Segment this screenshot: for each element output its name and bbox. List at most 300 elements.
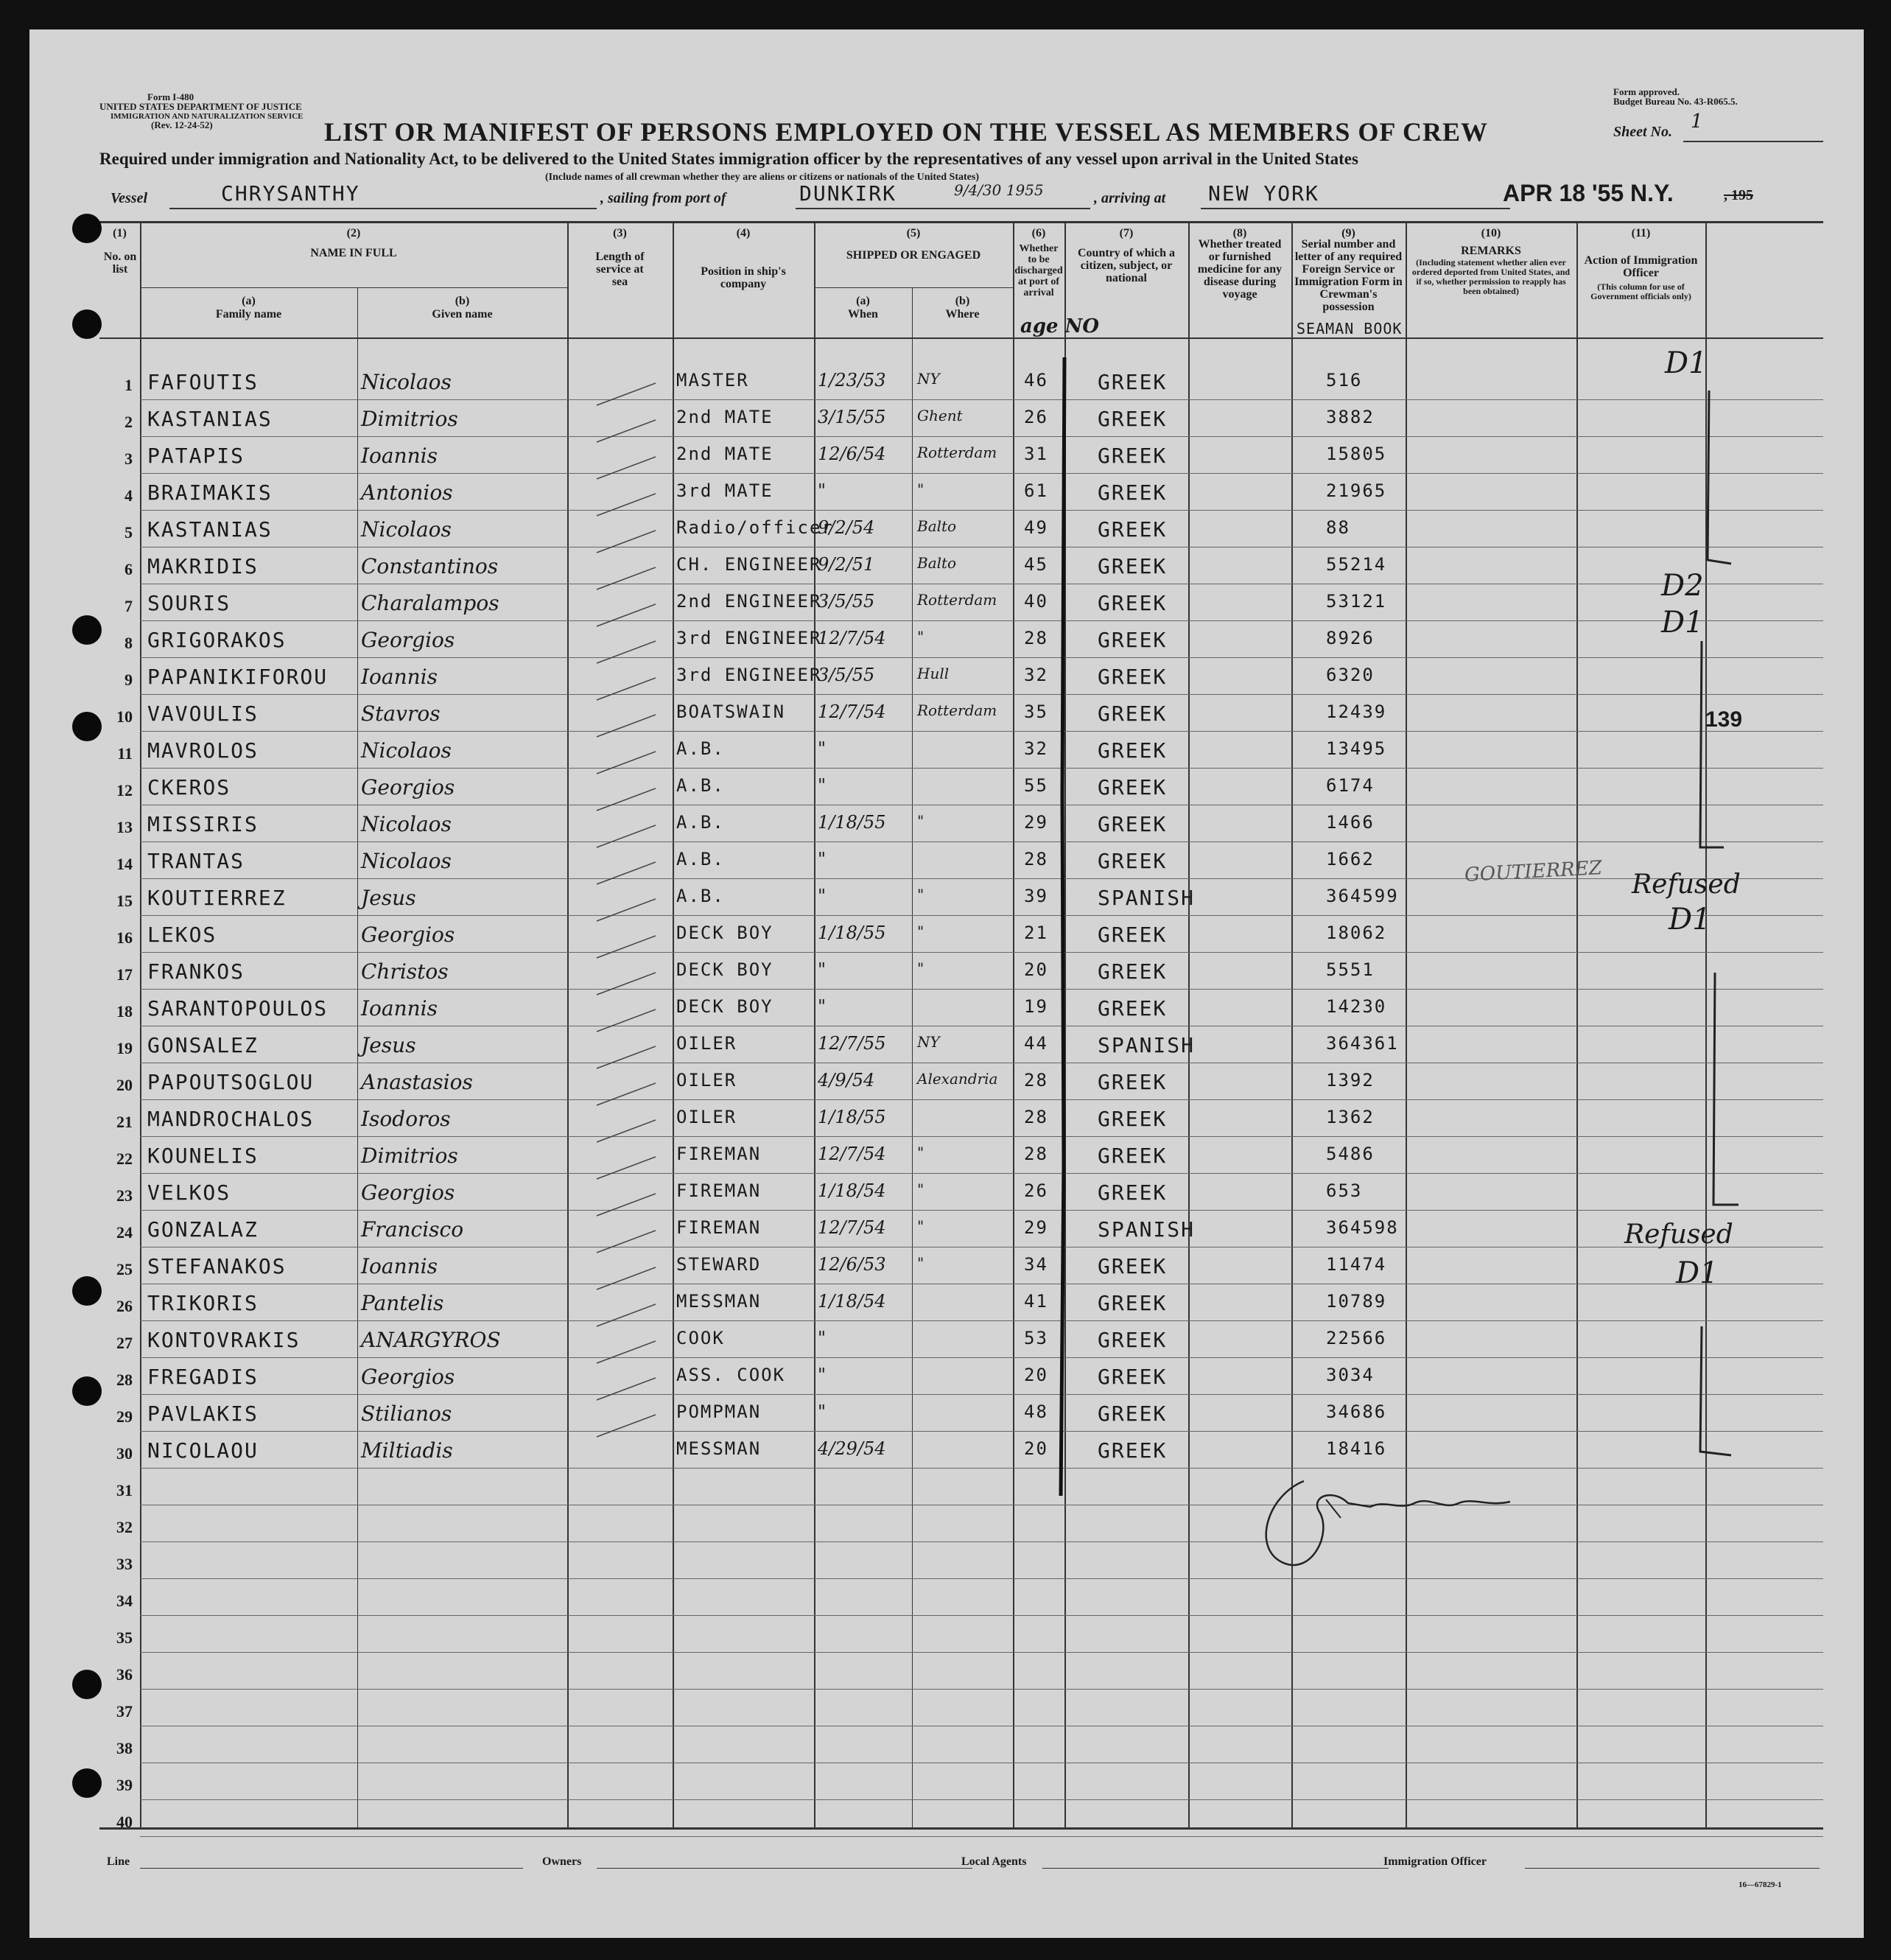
serial-number: 364599 [1326,886,1399,906]
punch-hole [72,712,102,741]
punch-hole [72,1276,102,1306]
stamp-139: 139 [1705,707,1743,732]
col5a-header: When [848,308,878,321]
given-name: Anastasios [361,1070,473,1094]
row-number: 32 [116,1518,133,1536]
shipped-when: 9/2/54 [818,517,875,538]
col5-num: (5) [906,227,921,239]
subnote: (Include names of all crewman whether they are aliens or citizens or nationals of the United States) [545,172,979,183]
action-d2: D2 [1661,569,1704,603]
shipped-when: 1/18/54 [818,1291,886,1312]
age: 61 [1024,480,1048,501]
row-number: 9 [124,671,133,689]
row-number: 30 [116,1444,133,1463]
family-name: SARANTOPOULOS [147,996,329,1021]
given-name: Antonios [361,480,453,505]
age: 32 [1024,665,1048,685]
age: 20 [1024,1438,1048,1459]
col7-num: (7) [1119,227,1134,239]
position: FIREMAN [676,1180,762,1201]
row-number: 31 [116,1481,133,1499]
punch-hole [72,214,102,243]
age: 26 [1024,1180,1048,1201]
shipped-where: " [917,628,925,645]
shipped-where: Ghent [917,407,963,424]
country: GREEK [1098,1070,1168,1094]
serial-number: 18416 [1326,1438,1387,1459]
shipped-where: Hull [917,665,950,682]
page-title: LIST OR MANIFEST OF PERSONS EMPLOYED ON THE VESSEL AS MEMBERS OF CREW [324,117,1488,147]
serial-number: 364361 [1326,1033,1399,1054]
family-name: GONZALAZ [147,1217,259,1242]
col6-handwritten: age NO [1020,315,1100,337]
shipped-when: 12/7/54 [818,1144,886,1164]
serial-number: 3034 [1326,1365,1375,1385]
service: IMMIGRATION AND NATURALIZATION SERVICE [110,112,304,121]
age: 28 [1024,628,1048,648]
serial-number: 10789 [1326,1291,1387,1312]
shipped-when: 1/23/53 [818,370,886,391]
row-number: 17 [116,965,133,984]
shipped-where: " [917,1254,925,1272]
country: GREEK [1098,738,1168,763]
col2b-header: Given name [432,308,493,321]
position: ASS. COOK [676,1365,786,1385]
shipped-when: " [818,996,827,1017]
given-name: Ioannis [361,1254,438,1278]
action-d1-third: D1 [1669,903,1711,937]
shipped-when: 1/18/55 [818,923,886,943]
sheet-number: 1 [1691,111,1703,133]
row-number: 33 [116,1555,133,1573]
col2-header: NAME IN FULL [310,247,397,259]
shipped-when: 12/7/54 [818,1217,886,1238]
position: STEWARD [676,1254,762,1275]
stamp-extra: , 195 [1724,187,1753,203]
position: A.B. [676,886,725,906]
footer-agents-label: Local Agents [961,1855,1027,1868]
position: 3rd ENGINEER [676,665,822,685]
position: OILER [676,1070,737,1091]
col1-header: No. on list [103,251,137,276]
serial-number: 364598 [1326,1217,1399,1238]
age: 35 [1024,701,1048,722]
col5b-header: Where [945,308,980,321]
family-name: VELKOS [147,1180,231,1205]
age: 28 [1024,1070,1048,1091]
age: 28 [1024,1144,1048,1164]
row-number: 8 [124,634,133,652]
refused-note-2: Refused [1624,1219,1733,1250]
shipped-where: " [917,812,925,830]
position: Radio/officer [676,517,834,538]
row-number: 7 [124,597,133,615]
age: 53 [1024,1328,1048,1348]
shipped-when: 1/18/55 [818,1107,886,1127]
given-name: Stavros [361,701,441,726]
shipped-when: 1/18/54 [818,1180,886,1201]
serial-number: 6320 [1326,665,1375,685]
row-number: 1 [124,376,133,394]
row-number: 24 [116,1223,133,1242]
col5b-num: (b) [955,295,970,307]
given-name: Nicolaos [361,738,452,763]
subtitle: Required under immigration and Nationality Act, to be delivered to the United States immigration officer by the representatives of any vessel upon arrival in the United States [99,150,1358,168]
age: 45 [1024,554,1048,575]
age: 39 [1024,886,1048,906]
form-number: Form I-480 [147,91,194,102]
shipped-when: " [818,1365,827,1385]
serial-number: 18062 [1326,923,1387,943]
family-name: VAVOULIS [147,701,259,726]
position: 2nd ENGINEER [676,591,822,612]
serial-number: 53121 [1326,591,1387,612]
length-of-service-slashes [567,376,673,1466]
shipped-where: Balto [917,554,957,572]
age: 41 [1024,1291,1048,1312]
country: GREEK [1098,665,1168,689]
position: DECK BOY [676,923,773,943]
country: SPANISH [1098,1033,1196,1057]
serial-number: 653 [1326,1180,1363,1201]
row-number: 25 [116,1260,133,1278]
position: MESSMAN [676,1438,762,1459]
shipped-where: Alexandria [917,1070,998,1088]
position: DECK BOY [676,959,773,980]
col2b-num: (b) [455,295,470,307]
serial-number: 3882 [1326,407,1375,427]
given-name: Francisco [361,1217,464,1242]
family-name: MISSIRIS [147,812,259,836]
family-name: PAPOUTSOGLOU [147,1070,315,1094]
position: CH. ENGINEER [676,554,822,575]
serial-number: 516 [1326,370,1363,391]
country: GREEK [1098,517,1168,542]
col6-header: Whether to be discharged at port of arrival [1014,243,1063,298]
shipped-when: " [818,886,827,906]
given-name: Miltiadis [361,1438,453,1463]
row-number: 14 [116,855,133,873]
family-name: FAFOUTIS [147,370,259,394]
serial-number: 21965 [1326,480,1387,501]
refused-note-1: Refused [1632,869,1741,900]
age: 28 [1024,1107,1048,1127]
country: GREEK [1098,996,1168,1021]
arrival-stamp: APR 18 '55 N.Y. [1503,180,1674,206]
arriving-label: , arriving at [1094,190,1166,206]
given-name: Jesus [361,886,416,910]
age: 21 [1024,923,1048,943]
shipped-where: " [917,886,925,903]
family-name: KOUTIERREZ [147,886,287,910]
row-number: 26 [116,1297,133,1315]
serial-number: 34686 [1326,1401,1387,1422]
family-name: PAPANIKIFOROU [147,665,329,689]
family-name: LEKOS [147,923,217,947]
family-name: TRIKORIS [147,1291,259,1315]
age: 44 [1024,1033,1048,1054]
shipped-when: 12/6/53 [818,1254,886,1275]
shipped-where: Balto [917,517,957,535]
family-name: KASTANIAS [147,517,273,542]
shipped-where: " [917,923,925,940]
serial-number: 22566 [1326,1328,1387,1348]
row-number: 6 [124,560,133,578]
country: GREEK [1098,407,1168,431]
given-name: Dimitrios [361,1144,458,1168]
row-number: 16 [116,928,133,947]
row-number: 13 [116,818,133,836]
family-name: CKEROS [147,775,231,799]
position: DECK BOY [676,996,773,1017]
age: 29 [1024,1217,1048,1238]
given-name: Georgios [361,1180,455,1205]
shipped-where: Rotterdam [917,591,997,609]
shipped-when: 9/2/51 [818,554,875,575]
shipped-where: " [917,959,925,977]
age: 20 [1024,959,1048,980]
age: 29 [1024,812,1048,833]
position: FIREMAN [676,1144,762,1164]
sailing-port: DUNKIRK [799,181,897,206]
col11-note: (This column for use of Government officials only) [1590,281,1691,301]
country: GREEK [1098,1254,1168,1278]
position: OILER [676,1033,737,1054]
country: GREEK [1098,480,1168,505]
row-number: 35 [116,1628,133,1647]
shipped-when: 12/7/54 [818,701,886,722]
country: GREEK [1098,591,1168,615]
serial-number: 1392 [1326,1070,1375,1091]
serial-number: 13495 [1326,738,1387,759]
col11-num: (11) [1631,227,1651,239]
col9-handwritten: SEAMAN BOOK [1297,320,1403,337]
position: 3rd ENGINEER [676,628,822,648]
country: SPANISH [1098,886,1196,910]
serial-number: 1362 [1326,1107,1375,1127]
given-name: Isodoros [361,1107,451,1131]
serial-number: 12439 [1326,701,1387,722]
col10-note: (Including statement whether alien ever ordered deported from United States, and if so, whether permission to reapply has been obtained) [1411,257,1571,296]
shipped-when: 12/6/54 [818,444,886,464]
given-name: Stilianos [361,1401,452,1426]
given-name: Nicolaos [361,370,452,394]
position: MESSMAN [676,1291,762,1312]
action-d1-second: D1 [1661,606,1704,640]
position: 3rd MATE [676,480,773,501]
position: A.B. [676,812,725,833]
position: COOK [676,1328,725,1348]
age: 40 [1024,591,1048,612]
family-name: MAVROLOS [147,738,259,763]
shipped-where: Rotterdam [917,701,997,719]
sailing-date: 9/4/30 1955 [954,181,1044,199]
family-name: KONTOVRAKIS [147,1328,301,1352]
age: 49 [1024,517,1048,538]
row-number: 3 [124,449,133,468]
col5-header: SHIPPED OR ENGAGED [846,249,981,262]
shipped-where: NY [917,1033,940,1051]
country: SPANISH [1098,1217,1196,1242]
revision: (Rev. 12-24-52) [151,119,213,130]
family-name: KOUNELIS [147,1144,259,1168]
punch-hole [72,1376,102,1406]
bracket-marks [1650,368,1739,1488]
serial-number: 1466 [1326,812,1375,833]
row-number: 5 [124,523,133,542]
col4-num: (4) [736,227,751,239]
col10-header: REMARKS [1461,245,1521,257]
given-name: Constantinos [361,554,499,578]
shipped-where: " [917,480,925,498]
serial-number: 11474 [1326,1254,1387,1275]
name-overwrite: GOUTIERREZ [1464,857,1603,886]
position: 2nd MATE [676,407,773,427]
country: GREEK [1098,701,1168,726]
col9-num: (9) [1341,227,1355,239]
serial-number: 88 [1326,517,1350,538]
manifest-sheet [29,29,1864,1938]
col3-num: (3) [613,227,627,239]
col9-header: Serial number and letter of any required Foreign Service or Immigration Form in Crewman's possession [1294,238,1403,313]
arriving-port: NEW YORK [1208,181,1319,206]
given-name: Dimitrios [361,407,458,431]
row-number: 18 [116,1002,133,1021]
punch-hole [72,1768,102,1798]
col4-header: Position in ship's company [701,265,786,290]
country: GREEK [1098,554,1168,578]
footer-owners-label: Owners [542,1855,582,1868]
action-d1-fourth: D1 [1676,1256,1719,1290]
serial-number: 5551 [1326,959,1375,980]
col8-header: Whether treated or furnished medicine for any disease during voyage [1197,238,1283,301]
given-name: Georgios [361,775,455,799]
family-name: GRIGORAKOS [147,628,287,652]
col2a-header: Family name [215,308,282,321]
age: 32 [1024,738,1048,759]
position: BOATSWAIN [676,701,786,722]
given-name: Nicolaos [361,812,452,836]
punch-hole [72,615,102,645]
country: GREEK [1098,1180,1168,1205]
position: A.B. [676,849,725,869]
serial-number: 15805 [1326,444,1387,464]
shipped-when: 3/5/55 [818,665,875,685]
shipped-when: 1/18/55 [818,812,886,833]
given-name: Jesus [361,1033,416,1057]
age: 26 [1024,407,1048,427]
vessel-name: CHRYSANTHY [221,181,360,206]
row-number: 22 [116,1149,133,1168]
form-approved: Form approved. [1613,86,1680,97]
shipped-when: 4/29/54 [818,1438,886,1459]
country: GREEK [1098,923,1168,947]
row-number: 19 [116,1039,133,1057]
given-name: Nicolaos [361,849,452,873]
family-name: PAVLAKIS [147,1401,259,1426]
shipped-where: NY [917,370,940,388]
age: 31 [1024,444,1048,464]
row-number: 11 [117,744,133,763]
family-name: SOURIS [147,591,231,615]
family-name: PATAPIS [147,444,245,468]
sheet-label: Sheet No. [1613,124,1672,140]
country: GREEK [1098,812,1168,836]
given-name: Georgios [361,628,455,652]
country: GREEK [1098,849,1168,873]
shipped-when: " [818,959,827,980]
serial-number: 1662 [1326,849,1375,869]
given-name: ANARGYROS [361,1328,501,1352]
col8-num: (8) [1232,227,1247,239]
country: GREEK [1098,1365,1168,1389]
family-name: MAKRIDIS [147,554,259,578]
row-number: 34 [116,1592,133,1610]
family-name: GONSALEZ [147,1033,259,1057]
given-name: Charalampos [361,591,499,615]
shipped-when: 12/7/54 [818,628,886,648]
country: GREEK [1098,1144,1168,1168]
department: UNITED STATES DEPARTMENT OF JUSTICE [99,101,302,112]
country: GREEK [1098,1328,1168,1352]
family-name: NICOLAOU [147,1438,259,1463]
shipped-when: 12/7/55 [818,1033,886,1054]
age: 55 [1024,775,1048,796]
row-number: 27 [116,1334,133,1352]
col1-num: (1) [113,227,127,239]
country: GREEK [1098,775,1168,799]
shipped-when: " [818,738,827,759]
col11-header: Action of Immigration Officer [1584,254,1698,279]
country: GREEK [1098,1401,1168,1426]
punch-hole [72,1670,102,1699]
footer-code: 16—67829-1 [1739,1880,1782,1889]
age: 20 [1024,1365,1048,1385]
footer-officer-label: Immigration Officer [1383,1855,1487,1868]
col2a-num: (a) [242,295,256,307]
shipped-when: 4/9/54 [818,1070,875,1091]
col5a-num: (a) [856,295,870,307]
sailing-label: , sailing from port of [600,190,726,206]
row-number: 10 [116,707,133,726]
family-name: MANDROCHALOS [147,1107,315,1131]
country: GREEK [1098,628,1168,652]
serial-number: 55214 [1326,554,1387,575]
row-number: 37 [116,1702,133,1721]
row-number: 4 [124,486,133,505]
given-name: Ioannis [361,444,438,468]
budget-bureau: Budget Bureau No. 43-R065.5. [1613,96,1738,107]
row-number: 2 [124,413,133,431]
given-name: Ioannis [361,996,438,1021]
shipped-when: " [818,775,827,796]
position: A.B. [676,738,725,759]
given-name: Nicolaos [361,517,452,542]
row-number: 20 [116,1076,133,1094]
position: A.B. [676,775,725,796]
row-number: 15 [116,892,133,910]
row-number: 12 [116,781,133,799]
col7-header: Country of which a citizen, subject, or national [1077,247,1175,284]
row-number: 38 [116,1739,133,1757]
age: 34 [1024,1254,1048,1275]
action-d1-first: D1 [1665,346,1708,380]
country: GREEK [1098,1291,1168,1315]
family-name: TRANTAS [147,849,245,873]
given-name: Georgios [361,923,455,947]
row-number: 23 [116,1186,133,1205]
position: OILER [676,1107,737,1127]
